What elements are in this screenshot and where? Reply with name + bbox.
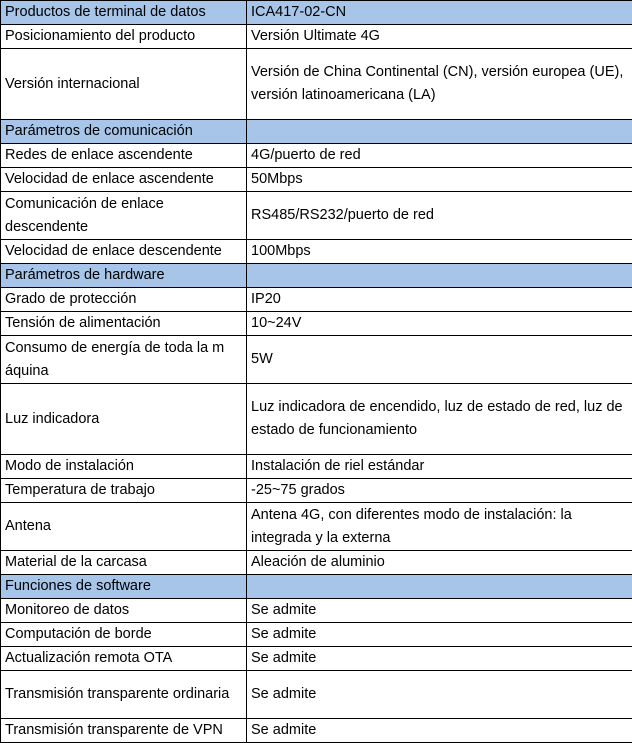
table-row bbox=[1, 336, 632, 384]
row-label: Versión internacional bbox=[1, 49, 247, 120]
section-empty-cell bbox=[247, 120, 632, 144]
row-label: Posicionamiento del producto bbox=[1, 25, 247, 49]
table-row bbox=[1, 288, 632, 312]
row-value: 4G/puerto de red bbox=[247, 144, 632, 168]
section-title: Parámetros de comunicación bbox=[1, 120, 247, 144]
row-label: Actualización remota OTA bbox=[1, 647, 247, 671]
row-value: Instalación de riel estándar bbox=[247, 455, 632, 479]
table-row bbox=[1, 479, 632, 503]
row-label: Modo de instalación bbox=[1, 455, 247, 479]
section-empty-cell bbox=[247, 575, 632, 599]
section-header-row bbox=[1, 264, 632, 288]
row-value: 100Mbps bbox=[247, 240, 632, 264]
row-label: Luz indicadora bbox=[1, 384, 247, 455]
table-header-row bbox=[1, 1, 632, 25]
row-value: 5W bbox=[247, 336, 632, 384]
table-row bbox=[1, 49, 632, 120]
row-label: Tensión de alimentación bbox=[1, 312, 247, 336]
table-row bbox=[1, 647, 632, 671]
row-label: Grado de protección bbox=[1, 288, 247, 312]
table-row bbox=[1, 599, 632, 623]
row-value: RS485/RS232/puerto de red bbox=[247, 192, 632, 240]
table-row bbox=[1, 671, 632, 719]
table-row bbox=[1, 192, 632, 240]
table-row bbox=[1, 455, 632, 479]
table-row bbox=[1, 312, 632, 336]
table-row bbox=[1, 623, 632, 647]
row-value: Se admite bbox=[247, 671, 632, 719]
row-label: Monitoreo de datos bbox=[1, 599, 247, 623]
section-title: Parámetros de hardware bbox=[1, 264, 247, 288]
row-value: Se admite bbox=[247, 623, 632, 647]
table-row bbox=[1, 384, 632, 455]
header-label-cell: Productos de terminal de datos bbox=[1, 1, 247, 25]
table-row bbox=[1, 144, 632, 168]
row-value: IP20 bbox=[247, 288, 632, 312]
row-value: Antena 4G, con diferentes modo de instalación: la integrada y la externa bbox=[247, 503, 632, 551]
row-label: Transmisión transparente de VPN bbox=[1, 719, 247, 743]
table-row bbox=[1, 719, 632, 743]
table-row bbox=[1, 503, 632, 551]
row-value: Aleación de aluminio bbox=[247, 551, 632, 575]
table-row bbox=[1, 240, 632, 264]
row-label: Velocidad de enlace ascendente bbox=[1, 168, 247, 192]
row-value: Se admite bbox=[247, 719, 632, 743]
row-value: Versión de China Continental (CN), versión europea (UE), versión latinoamericana (LA) bbox=[247, 49, 632, 120]
row-value: 50Mbps bbox=[247, 168, 632, 192]
row-label: Transmisión transparente ordinaria bbox=[1, 671, 247, 719]
row-label: Consumo de energía de toda la m áquina bbox=[1, 336, 247, 384]
table-row bbox=[1, 25, 632, 49]
table-row bbox=[1, 168, 632, 192]
row-value: -25~75 grados bbox=[247, 479, 632, 503]
row-label: Material de la carcasa bbox=[1, 551, 247, 575]
row-label: Velocidad de enlace descendente bbox=[1, 240, 247, 264]
section-empty-cell bbox=[247, 264, 632, 288]
row-value: 10~24V bbox=[247, 312, 632, 336]
row-value: Se admite bbox=[247, 599, 632, 623]
row-label: Redes de enlace ascendente bbox=[1, 144, 247, 168]
row-value: Luz indicadora de encendido, luz de estado de red, luz de estado de funcionamiento bbox=[247, 384, 632, 455]
section-header-row bbox=[1, 120, 632, 144]
row-label: Comunicación de enlace descendente bbox=[1, 192, 247, 240]
row-label: Antena bbox=[1, 503, 247, 551]
row-value: Versión Ultimate 4G bbox=[247, 25, 632, 49]
row-label: Temperatura de trabajo bbox=[1, 479, 247, 503]
table-row bbox=[1, 551, 632, 575]
row-value: Se admite bbox=[247, 647, 632, 671]
section-title: Funciones de software bbox=[1, 575, 247, 599]
row-label: Computación de borde bbox=[1, 623, 247, 647]
header-value-cell: ICA417-02-CN bbox=[247, 1, 632, 25]
section-header-row bbox=[1, 575, 632, 599]
